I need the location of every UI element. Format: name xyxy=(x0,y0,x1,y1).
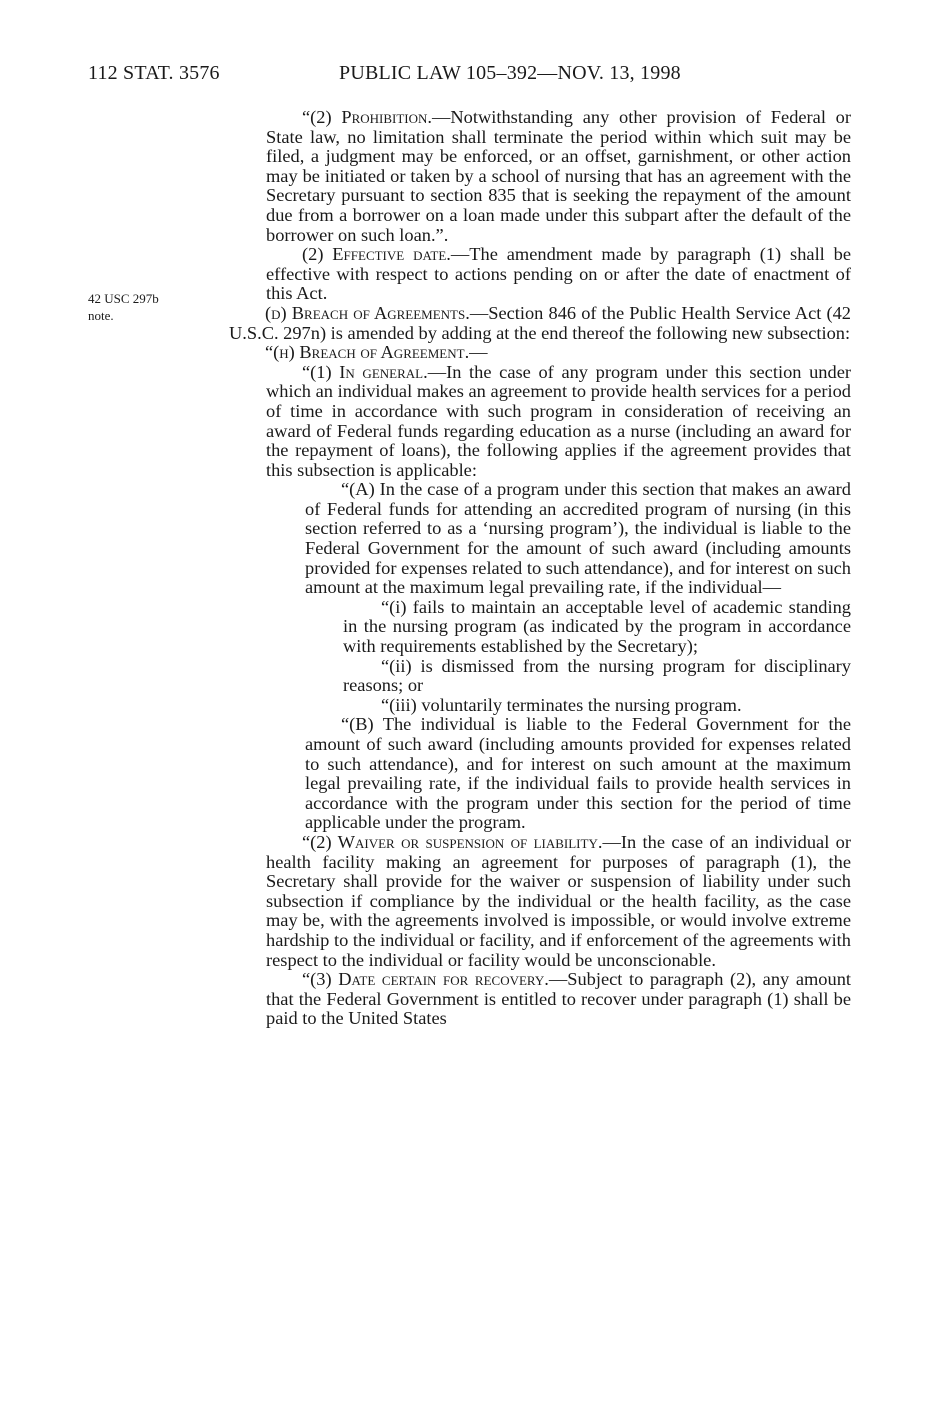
paragraph-breach-of-agreements xyxy=(229,304,851,343)
margin-note xyxy=(88,290,159,324)
text-waiver: —In the case of an individual or health facility making an agreement for purposes of paragraph (1), the Secretary shall provide for the waiver or suspension of liability under such subsection if compliance by the individual or the health facility, as the case may be, with the agreements involved is impossible, or would involve extreme hardship to the individual or facility, and if enforcement of the agreements with respect to the individual or facility would be unconscionable. xyxy=(266,831,851,970)
statute-citation: 112 STAT. 3576 xyxy=(88,62,220,84)
text-in-general: —In the case of any program under this section under which an individual makes an agreement to provide health services for a period of time in accordance with such program in consideration of receiving an award of Federal funds regarding education as a nurse (including an award for the repayment of loans), the following applies if the agreement provides that this subsection is applicable: xyxy=(266,361,851,480)
paragraph-clause-ii: “(ii) is dismissed from the nursing program for disciplinary reasons; or xyxy=(343,655,851,696)
paragraph-date-certain xyxy=(229,970,851,1029)
heading-in-general: “(1) In general. xyxy=(302,361,428,382)
heading-prohibition: “(2) Prohibition. xyxy=(302,107,432,127)
paragraph-clause-i: “(i) fails to maintain an acceptable level of academic standing in the nursing program (as indicated by the program in accordance with requirements established by the Secretary); xyxy=(343,596,851,657)
paragraph-clause-iii: “(iii) voluntarily terminates the nursing program. xyxy=(381,694,742,715)
text-date-certain: —Subject to paragraph (2), any amount that the Federal Government is entitled to recover under paragraph (1) shall be paid to the United States xyxy=(266,969,851,1029)
paragraph-subparagraph-b: “(B) The individual is liable to the Federal Government for the amount of such award (including amounts provided for expenses related to such attendance), and for interest on such amount at the maximum legal prevailing rate, if the individual fails to provide health services in accordance with the program under this section for the period of time applicable under the program. xyxy=(305,714,851,833)
margin-note-line2: note. xyxy=(88,308,114,323)
public-law-title: PUBLIC LAW 105–392—NOV. 13, 1998 xyxy=(339,62,681,84)
paragraph-waiver xyxy=(229,833,851,970)
heading-breach-of-agreements: (d) Breach of Agreements. xyxy=(265,302,470,323)
text-breach-of-agreement: — xyxy=(469,342,488,363)
heading-waiver: “(2) Waiver or suspension of liability. xyxy=(302,831,603,852)
paragraph-breach-of-agreement xyxy=(229,343,851,363)
paragraph-effective-date xyxy=(229,245,851,304)
heading-breach-of-agreement: “(h) Breach of Agreement. xyxy=(265,342,470,363)
body-text xyxy=(229,108,851,1029)
heading-effective-date: (2) Effective date. xyxy=(302,244,451,265)
paragraph-in-general xyxy=(229,363,851,481)
text-breach-of-agreements: —Section 846 of the Public Health Service Act (42 U.S.C. 297n) is amended by adding at the end thereof the following new subsection: xyxy=(229,302,851,343)
text-effective-date: —The amendment made by paragraph (1) shall be effective with respect to actions pending on or after the date of enactment of this Act. xyxy=(266,244,852,304)
heading-date-certain: “(3) Date certain for recovery. xyxy=(302,969,549,990)
paragraph-subparagraph-a: “(A) In the case of a program under this section that makes an award of Federal funds for attending an accredited program of nursing (in this section referred to as a ‘nursing program’), the individual is liable to the Federal Government for the amount of such award (including amounts provided for expenses related to such attendance), and for interest on such amount at the maximum legal prevailing rate, if the individual— xyxy=(305,479,851,598)
margin-note-line1: 42 USC 297b xyxy=(88,291,159,306)
paragraph-prohibition xyxy=(229,108,851,245)
text-prohibition: —Notwithstanding any other provision of Federal or State law, no limitation shall terminate the period within which suit may be filed, a judgment may be enforced, or an offset, garnishment, or other action may be initiated or taken by a school of nursing that has an agreement with the Secretary pursuant to section 835 that is seeking the repayment of the amount due from a borrower on a loan made under this subpart after the default of the borrower on such loan.”. xyxy=(266,107,851,245)
